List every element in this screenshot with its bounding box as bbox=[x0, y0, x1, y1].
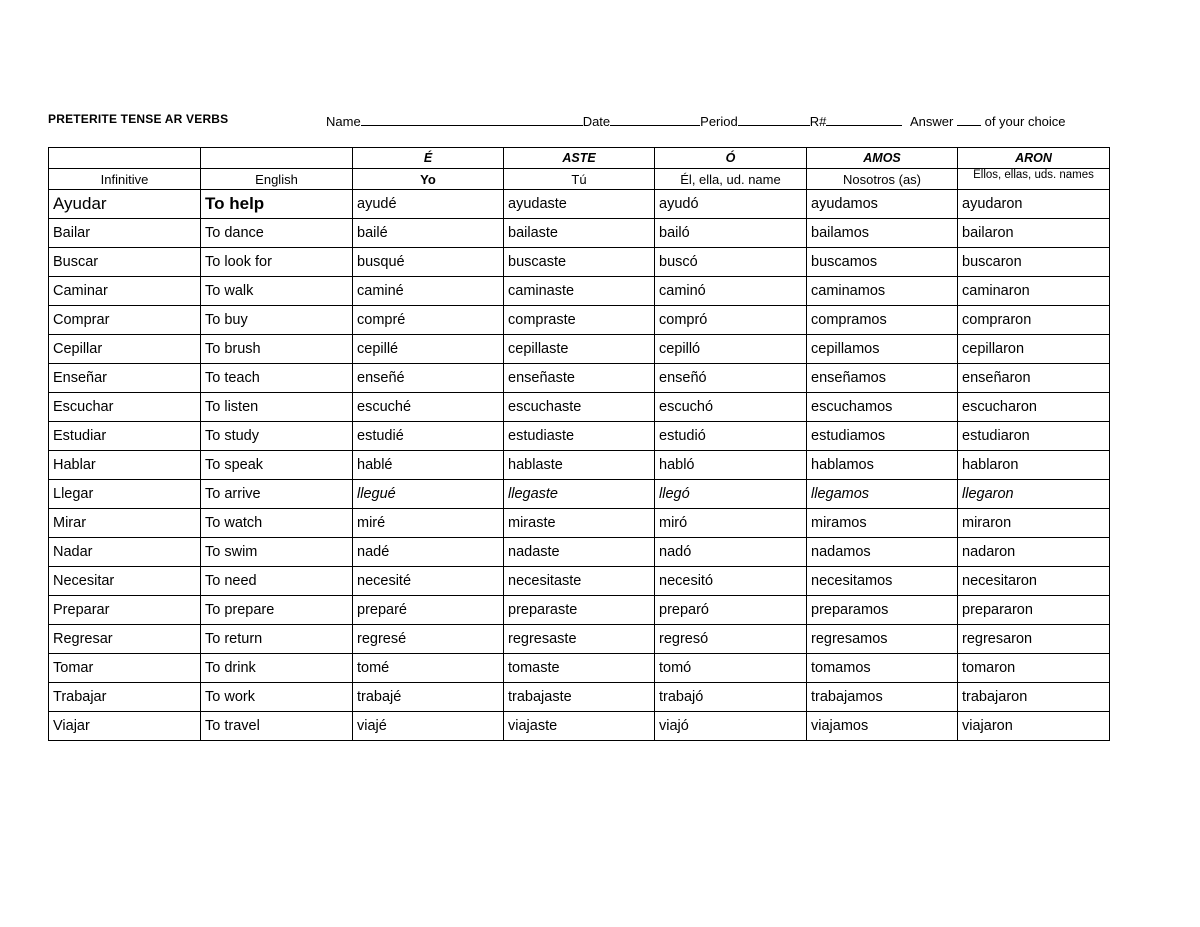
conjugation-cell: caminé bbox=[353, 277, 504, 306]
column-header: Infinitive bbox=[49, 169, 201, 190]
conjugation-cell: escuché bbox=[353, 393, 504, 422]
conjugation-cell: hablé bbox=[353, 451, 504, 480]
conjugation-cell: trabajó bbox=[655, 683, 807, 712]
conjugation-cell: llegó bbox=[655, 480, 807, 509]
conjugation-cell: bailaste bbox=[504, 219, 655, 248]
conjugation-cell: miraron bbox=[958, 509, 1110, 538]
table-row bbox=[49, 683, 1110, 712]
english-cell: To teach bbox=[201, 364, 353, 393]
infinitive-cell: Preparar bbox=[49, 596, 201, 625]
table-row bbox=[49, 306, 1110, 335]
conjugation-cell: miramos bbox=[807, 509, 958, 538]
table-row bbox=[49, 538, 1110, 567]
conjugation-cell: hablamos bbox=[807, 451, 958, 480]
conjugation-cell: estudiamos bbox=[807, 422, 958, 451]
table-row bbox=[49, 393, 1110, 422]
infinitive-cell: Comprar bbox=[49, 306, 201, 335]
conjugation-cell: viajamos bbox=[807, 712, 958, 741]
date-blank[interactable] bbox=[610, 112, 700, 126]
r-number-label: R# bbox=[809, 114, 827, 129]
table-row bbox=[49, 509, 1110, 538]
conjugation-cell: enseñaron bbox=[958, 364, 1110, 393]
table-row bbox=[49, 625, 1110, 654]
conjugation-cell: tomamos bbox=[807, 654, 958, 683]
conjugation-cell: regresamos bbox=[807, 625, 958, 654]
conjugation-cell: prepararon bbox=[958, 596, 1110, 625]
conjugation-cell: cepillaste bbox=[504, 335, 655, 364]
conjugation-cell: preparamos bbox=[807, 596, 958, 625]
conjugation-cell: compré bbox=[353, 306, 504, 335]
conjugation-cell: regresé bbox=[353, 625, 504, 654]
conjugation-cell: preparaste bbox=[504, 596, 655, 625]
conjugation-cell: viajaste bbox=[504, 712, 655, 741]
conjugation-cell: escuchó bbox=[655, 393, 807, 422]
english-cell: To travel bbox=[201, 712, 353, 741]
answer-suffix: of your choice bbox=[984, 114, 1066, 129]
conjugation-cell: bailaron bbox=[958, 219, 1110, 248]
column-header: Yo bbox=[353, 169, 504, 190]
conjugation-cell: estudiaron bbox=[958, 422, 1110, 451]
conjugation-cell: enseñó bbox=[655, 364, 807, 393]
infinitive-cell: Mirar bbox=[49, 509, 201, 538]
conjugation-table bbox=[48, 147, 1110, 741]
conjugation-cell: llegaron bbox=[958, 480, 1110, 509]
ending-cell: AMOS bbox=[807, 148, 958, 169]
ending-cell: ASTE bbox=[504, 148, 655, 169]
table-row bbox=[49, 480, 1110, 509]
conjugation-cell: nadamos bbox=[807, 538, 958, 567]
table-row bbox=[49, 190, 1110, 219]
conjugation-cell: preparó bbox=[655, 596, 807, 625]
conjugation-cell: cepillamos bbox=[807, 335, 958, 364]
english-cell: To drink bbox=[201, 654, 353, 683]
r-number-blank[interactable] bbox=[826, 112, 902, 126]
conjugation-cell: escuchamos bbox=[807, 393, 958, 422]
infinitive-cell: Nadar bbox=[49, 538, 201, 567]
conjugation-cell: ayudó bbox=[655, 190, 807, 219]
conjugation-cell: ayudaron bbox=[958, 190, 1110, 219]
conjugation-cell: nadaste bbox=[504, 538, 655, 567]
english-cell: To buy bbox=[201, 306, 353, 335]
ending-cell: Ó bbox=[655, 148, 807, 169]
conjugation-cell: trabajaron bbox=[958, 683, 1110, 712]
conjugation-cell: viajé bbox=[353, 712, 504, 741]
table-row bbox=[49, 712, 1110, 741]
table-row bbox=[49, 248, 1110, 277]
worksheet-header bbox=[48, 112, 1110, 130]
infinitive-cell: Viajar bbox=[49, 712, 201, 741]
conjugation-cell: escuchaste bbox=[504, 393, 655, 422]
conjugation-cell: trabajaste bbox=[504, 683, 655, 712]
conjugation-cell: viajaron bbox=[958, 712, 1110, 741]
conjugation-cell: ayudé bbox=[353, 190, 504, 219]
conjugation-cell: nadó bbox=[655, 538, 807, 567]
table-row bbox=[49, 335, 1110, 364]
conjugation-cell: trabajé bbox=[353, 683, 504, 712]
table-row bbox=[49, 364, 1110, 393]
conjugation-cell: habló bbox=[655, 451, 807, 480]
conjugation-cell: preparé bbox=[353, 596, 504, 625]
english-cell: To work bbox=[201, 683, 353, 712]
table-row bbox=[49, 654, 1110, 683]
english-cell: To speak bbox=[201, 451, 353, 480]
english-cell: To swim bbox=[201, 538, 353, 567]
column-header: Tú bbox=[504, 169, 655, 190]
english-cell: To look for bbox=[201, 248, 353, 277]
english-cell: To listen bbox=[201, 393, 353, 422]
conjugation-cell: escucharon bbox=[958, 393, 1110, 422]
conjugation-cell: estudió bbox=[655, 422, 807, 451]
worksheet-title: PRETERITE TENSE AR VERBS bbox=[48, 112, 229, 126]
conjugation-cell: compró bbox=[655, 306, 807, 335]
conjugation-cell: necesitaste bbox=[504, 567, 655, 596]
infinitive-cell: Tomar bbox=[49, 654, 201, 683]
conjugation-cell: miré bbox=[353, 509, 504, 538]
conjugation-cell: cepilló bbox=[655, 335, 807, 364]
conjugation-cell: tomaste bbox=[504, 654, 655, 683]
table-row bbox=[49, 596, 1110, 625]
column-header-row bbox=[49, 169, 1110, 190]
conjugation-cell: necesitó bbox=[655, 567, 807, 596]
conjugation-cell: llegué bbox=[353, 480, 504, 509]
column-header: Nosotros (as) bbox=[807, 169, 958, 190]
infinitive-cell: Enseñar bbox=[49, 364, 201, 393]
conjugation-cell: ayudamos bbox=[807, 190, 958, 219]
english-cell: To prepare bbox=[201, 596, 353, 625]
ending-cell: É bbox=[353, 148, 504, 169]
english-cell: To dance bbox=[201, 219, 353, 248]
conjugation-cell: hablaron bbox=[958, 451, 1110, 480]
conjugation-cell: nadaron bbox=[958, 538, 1110, 567]
conjugation-cell: ayudaste bbox=[504, 190, 655, 219]
answer-label: Answer bbox=[909, 114, 954, 129]
table-row bbox=[49, 422, 1110, 451]
conjugation-cell: necesitaron bbox=[958, 567, 1110, 596]
conjugation-cell: tomaron bbox=[958, 654, 1110, 683]
conjugation-cell: nadé bbox=[353, 538, 504, 567]
english-cell: To need bbox=[201, 567, 353, 596]
conjugation-cell: compraron bbox=[958, 306, 1110, 335]
column-header: Ellos, ellas, uds. names bbox=[958, 169, 1110, 190]
english-cell: To arrive bbox=[201, 480, 353, 509]
conjugation-cell: bailé bbox=[353, 219, 504, 248]
conjugation-cell: tomé bbox=[353, 654, 504, 683]
period-blank[interactable] bbox=[738, 112, 810, 126]
table-row bbox=[49, 219, 1110, 248]
conjugation-cell: caminaste bbox=[504, 277, 655, 306]
conjugation-cell: buscaron bbox=[958, 248, 1110, 277]
conjugation-cell: caminó bbox=[655, 277, 807, 306]
conjugation-cell: cepillé bbox=[353, 335, 504, 364]
infinitive-cell: Necesitar bbox=[49, 567, 201, 596]
conjugation-cell: estudiaste bbox=[504, 422, 655, 451]
student-fields bbox=[326, 112, 1066, 129]
conjugation-cell: enseñaste bbox=[504, 364, 655, 393]
conjugation-cell: busqué bbox=[353, 248, 504, 277]
conjugation-cell: miraste bbox=[504, 509, 655, 538]
conjugation-cell: caminamos bbox=[807, 277, 958, 306]
infinitive-cell: Caminar bbox=[49, 277, 201, 306]
conjugation-cell: viajó bbox=[655, 712, 807, 741]
infinitive-cell: Ayudar bbox=[49, 190, 201, 219]
conjugation-cell: caminaron bbox=[958, 277, 1110, 306]
infinitive-cell: Regresar bbox=[49, 625, 201, 654]
infinitive-cell: Buscar bbox=[49, 248, 201, 277]
conjugation-cell: cepillaron bbox=[958, 335, 1110, 364]
table-row bbox=[49, 567, 1110, 596]
conjugation-cell: regresaron bbox=[958, 625, 1110, 654]
english-cell: To walk bbox=[201, 277, 353, 306]
english-cell: To brush bbox=[201, 335, 353, 364]
conjugation-cell: buscamos bbox=[807, 248, 958, 277]
conjugation-cell: regresó bbox=[655, 625, 807, 654]
conjugation-cell: estudié bbox=[353, 422, 504, 451]
infinitive-cell: Bailar bbox=[49, 219, 201, 248]
conjugation-cell: trabajamos bbox=[807, 683, 958, 712]
ending-cell: ARON bbox=[958, 148, 1110, 169]
conjugation-cell: llegamos bbox=[807, 480, 958, 509]
infinitive-cell: Cepillar bbox=[49, 335, 201, 364]
endings-row bbox=[49, 148, 1110, 169]
conjugation-cell: enseñé bbox=[353, 364, 504, 393]
name-blank[interactable] bbox=[361, 112, 583, 126]
column-header: English bbox=[201, 169, 353, 190]
conjugation-cell: necesité bbox=[353, 567, 504, 596]
english-cell: To return bbox=[201, 625, 353, 654]
conjugation-cell: enseñamos bbox=[807, 364, 958, 393]
ending-cell bbox=[201, 148, 353, 169]
conjugation-cell: compraste bbox=[504, 306, 655, 335]
infinitive-cell: Trabajar bbox=[49, 683, 201, 712]
conjugation-cell: tomó bbox=[655, 654, 807, 683]
conjugation-cell: hablaste bbox=[504, 451, 655, 480]
ending-cell bbox=[49, 148, 201, 169]
conjugation-cell: bailamos bbox=[807, 219, 958, 248]
english-cell: To help bbox=[201, 190, 353, 219]
infinitive-cell: Hablar bbox=[49, 451, 201, 480]
conjugation-cell: buscaste bbox=[504, 248, 655, 277]
conjugation-cell: necesitamos bbox=[807, 567, 958, 596]
period-label: Period bbox=[700, 114, 738, 129]
conjugation-cell: llegaste bbox=[504, 480, 655, 509]
table-row bbox=[49, 277, 1110, 306]
table-row bbox=[49, 451, 1110, 480]
conjugation-cell: buscó bbox=[655, 248, 807, 277]
conjugation-cell: compramos bbox=[807, 306, 958, 335]
english-cell: To study bbox=[201, 422, 353, 451]
english-cell: To watch bbox=[201, 509, 353, 538]
name-label: Name bbox=[326, 114, 361, 129]
date-label: Date bbox=[582, 114, 611, 129]
conjugation-cell: bailó bbox=[655, 219, 807, 248]
conjugation-cell: miró bbox=[655, 509, 807, 538]
conjugation-cell: regresaste bbox=[504, 625, 655, 654]
column-header: Él, ella, ud. name bbox=[655, 169, 807, 190]
infinitive-cell: Escuchar bbox=[49, 393, 201, 422]
answer-blank[interactable] bbox=[957, 112, 981, 126]
infinitive-cell: Estudiar bbox=[49, 422, 201, 451]
infinitive-cell: Llegar bbox=[49, 480, 201, 509]
